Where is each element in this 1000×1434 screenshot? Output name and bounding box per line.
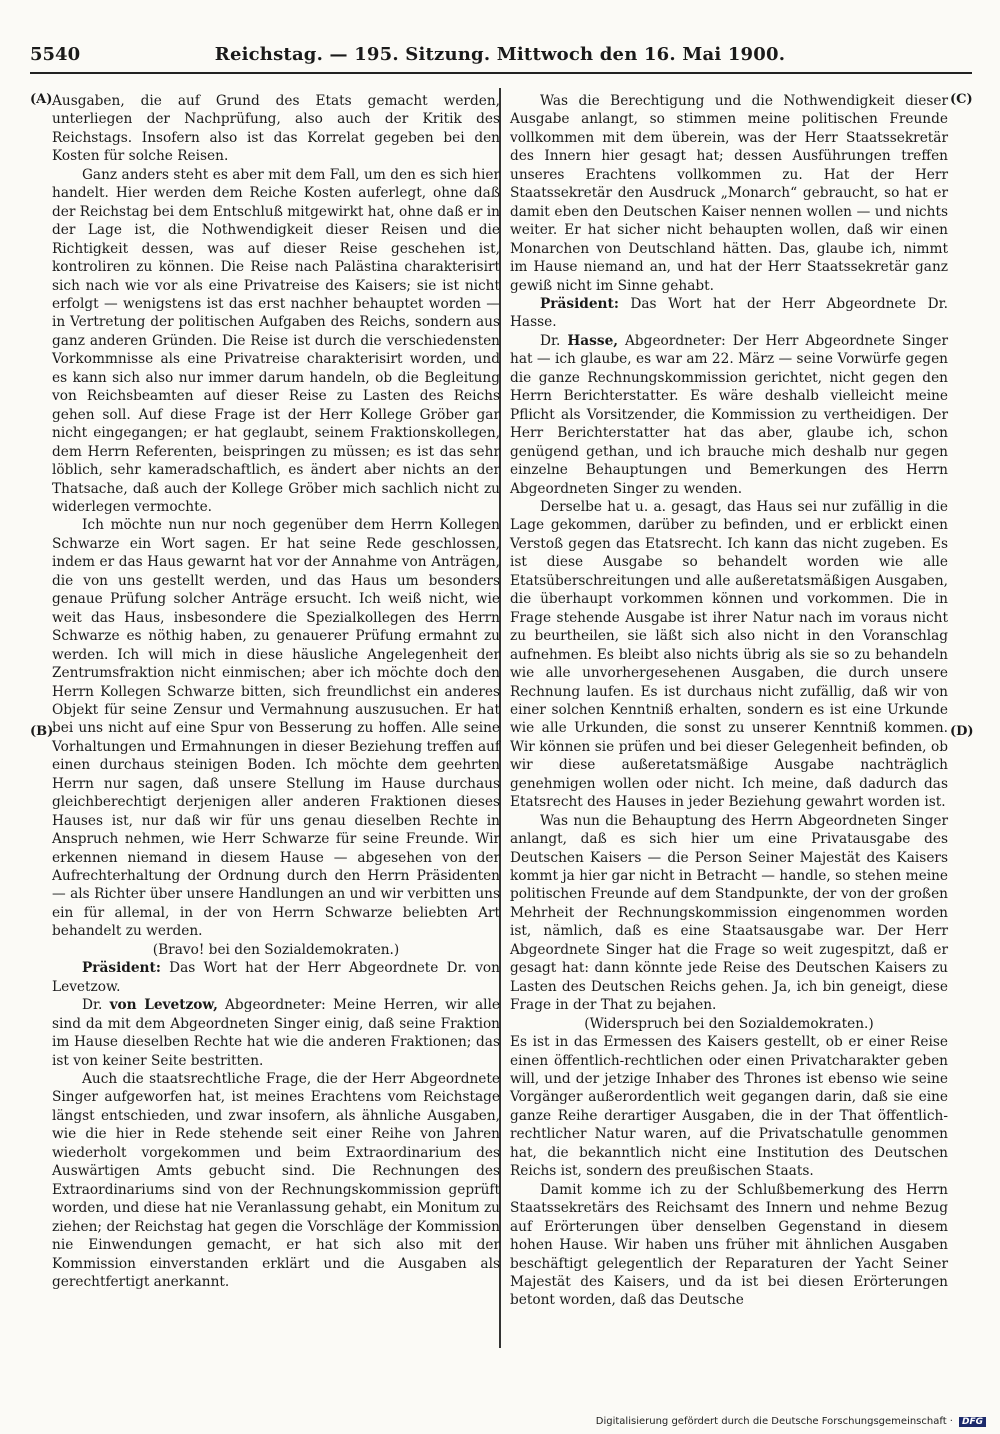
speaker-paragraph (52, 959, 500, 996)
paragraph: Ich möchte nun nur noch gegenüber dem Herrn Kollegen Schwarze ein Wort sagen. Er hat seine Rede geschlossen, indem er das Haus gewarnt hat vor der Annahme von Anträgen, die von uns gestellt werden, und das Haus um besonders genaue Prüfung solcher Anträge ersucht. Ich weiß nicht, wie weit das Haus, insbesondere die Spezialkollegen des Herrn Schwarze es nöthig haben, zu genauerer Prüfung ermahnt zu werden. Ich will mich in diese häusliche Angelegenheit der Zentrumsfraktion nicht einmischen; aber ich möchte doch den Herrn Kollegen Schwarze bitten, sich freundlichst ein anderes Objekt für seine Zensur und Vermahnung auszusuchen. Er hat bei uns nicht auf eine Spur von Besserung zu hoffen. Alle seine Vorhaltungen und Ermahnungen in dieser Beziehung treffen auf einen durchaus steinigen Boden. Ich möchte dem geehrten Herrn nur sagen, daß unsere Stellung im Hause durchaus gleichberechtigt derjenigen aller anderen Fraktionen dieses Hauses ist, nur daß wir für uns genau dieselben Rechte in Anspruch nehmen, wie Herr Schwarze für seine Freunde. Wir erkennen niemand in diesem Hause — abgesehen von der Aufrechterhaltung der Ordnung durch den Herrn Präsidenten — als Richter über unsere Handlungen an und wir verbitten uns ein für allemal, in der von Herrn Schwarze beliebten Art behandelt zu werden. (52, 517, 500, 940)
interjection: (Bravo! bei den Sozialdemokraten.) (152, 941, 400, 958)
right-text-column (510, 92, 948, 1310)
page-header (30, 44, 970, 72)
speaker-paragraph (510, 332, 948, 498)
speech-text: Das Wort hat der Herr Abgeordnete Dr. von Levetzow. (52, 960, 500, 995)
margin-marker-a: (A) (30, 92, 53, 107)
speaker-name: Präsident: (540, 295, 619, 312)
speech-text: Abgeordneter: Der Herr Abgeordnete Singer hat — ich glaube, es war am 22. März — seine Vorwürfe gegen die ganze Rechnungskommission gerichtet, nicht gegen den Herrn Berichterstatter. Es wäre deshalb vielleicht meine Pflicht als Vorsitzender, die Kommission zu vertheidigen. Der Herr Berichterstatter hat das aber, glaube ich, schon genügend gethan, und ich brauche mich deshalb nur gegen einzelne Behauptungen und Bemerkungen des Herrn Abgeordneten Singer zu wenden. (510, 332, 949, 497)
speaker-name: von Levetzow, (109, 997, 218, 1014)
speaker-title: Dr. (540, 332, 568, 349)
paragraph: Es ist in das Ermessen des Kaisers gestellt, ob er einer Reise einen öffentlich-rechtlichen oder einen Privatcharakter geben will, und der jetzige Inhaber des Thrones ist ebenso wie seine Vorgänger außerordentlich weit gegangen darin, daß sie eine ganze Reihe derartiger Ausgaben, die in der That öffentlich-rechtlicher Natur waren, auf die Privatschatulle genommen hat, die bekanntlich nicht eine Institution des Deutschen Reichs ist, sondern des preußischen Staats. (510, 1034, 948, 1180)
paragraph: Ausgaben, die auf Grund des Etats gemacht werden, unterliegen der Nachprüfung, also auch der Kritik des Reichstags. Insofern also ist das Korrelat gegeben bei den Kosten für solche Reisen. (52, 93, 500, 165)
footer-credit (596, 1416, 986, 1427)
interjection: (Widerspruch bei den Sozialdemokraten.) (584, 1015, 874, 1032)
margin-marker-b: (B) (30, 724, 54, 739)
left-text-column (52, 92, 500, 1291)
paragraph: Was die Berechtigung und die Nothwendigkeit dieser Ausgabe anlangt, so stimmen meine politischen Freunde vollkommen mit dem überein, was der Herr Staatssekretär des Innern hier gesagt hat; dessen Ausführungen treffen unseres Erachtens vollkommen zu. Hat der Herr Staatssekretär den Ausdruck „Monarch“ gebraucht, so hat er damit eben den Deutschen Kaiser nennen wollen — und nichts weiter. Er hat sicher nicht behaupten wollen, daß wir einen Monarchen von Deutschland hätten. Das, glaube ich, nimmt im Hause niemand an, und hat der Herr Staatssekretär ganz gewiß nicht im Sinne gehabt. (510, 93, 948, 294)
margin-marker-c: (C) (950, 92, 973, 107)
header-rule (30, 72, 972, 74)
dfg-logo: DFG (959, 1417, 986, 1427)
footer-text: Digitalisierung gefördert durch die Deutsche Forschungsgemeinschaft · (595, 1416, 953, 1427)
speech-text: Das Wort hat der Herr Abgeordnete Dr. Hasse. (510, 295, 948, 331)
paragraph: Derselbe hat u. a. gesagt, das Haus sei nur zufällig in die Lage gekommen, darüber zu befinden, und er erblickt einen Verstoß gegen das Etatsrecht. Ich kann das nicht zugeben. Es ist diese Ausgabe so behandelt worden wie alle Etatsüberschreitungen und alle außeretatsmäßigen Ausgaben, die überhaupt vorkommen können und vorkommen. Die in Frage stehende Ausgabe ist ihrer Natur nach im voraus nicht zu beurtheilen, sie läßt sich also nicht in den Voranschlag aufnehmen. Es bleibt also nichts übrig als sie so zu behandeln wie alle unvorhergesehenen Ausgaben, die durch unsere Rechnung laufen. Es ist durchaus nicht zufällig, daß wir von einer solchen Kenntniß erhalten, sondern es ist eine Urkunde wie alle Urkunden, die sonst zu unserer Kenntniß kommen. Wir können sie prüfen und bei dieser Gelegenheit befinden, ob wir diese außeretatsmäßige Ausgabe nachträglich genehmigen wollen oder nicht. Ich meine, daß dadurch das Etatsrecht des Hauses in jeder Beziehung gewahrt worden ist. (510, 498, 948, 811)
speaker-title: Dr. (82, 997, 110, 1014)
paragraph: Ganz anders steht es aber mit dem Fall, um den es sich hier handelt. Hier werden dem Reiche Kosten auferlegt, ohne daß der Reichstag bei dem Entschluß mitgewirkt hat, ohne daß er in der Lage ist, die Nothwendigkeit dieser Reisen und die Richtigkeit dessen, was auf dieser Reise geschehen ist, kontroliren zu können. Die Reise nach Palästina charakterisirt sich nach wie vor als eine Privatreise des Kaisers; sie ist nicht erfolgt — wenigstens ist das erst nachher behauptet worden — in Vertretung der politischen Aufgaben des Reichs, sondern aus ganz anderen Gründen. Die Reise ist durch die verschiedensten Vorkommnisse als eine Privatreise charakterisirt worden, und es kann sich also nur immer darum handeln, ob die Begleitung von Reichsbeamten auf dieser Reise zu Lasten des Reichs gehen soll. Auf diese Frage ist der Herr Kollege Gröber gar nicht eingegangen; er hat geglaubt, seinem Fraktionskollegen, dem Herrn Referenten, beispringen zu müssen; es ist das sehr löblich, sehr kameradschaftlich, es ändert aber nichts an der Thatsache, daß auch der Kollege Gröber mich sachlich nicht zu widerlegen vermochte. (52, 166, 500, 515)
paragraph: Damit komme ich zu der Schlußbemerkung des Herrn Staatssekretärs des Reichsamt des Innern und nehme Bezug auf Erörterungen über denselben Gegenstand in diesem hohen Hause. Wir haben uns früher mit ähnlichen Ausgaben beschäftigt gelegentlich der Reparaturen der Yacht Seiner Majestät des Kaisers, und da ist bei diesen Erörterungen betont worden, daß das Deutsche (510, 1181, 948, 1309)
paragraph: Auch die staatsrechtliche Frage, die der Herr Abgeordnete Singer aufgeworfen hat, ist meines Erachtens vom Reichstage längst entschieden, und zwar insofern, als ähnliche Ausgaben, wie die hier in Rede stehende seit einer Reihe von Jahren wiederholt vorgekommen und beim Extraordinarium des Auswärtigen Amts gebucht sind. Die Rechnungen des Extraordinariums sind von der Rechnungskommission geprüft worden, und diese hat nie Veranlassung gehabt, ein Monitum zu ziehen; der Reichstag hat gegen die Vorschläge der Kommission nie Einwendungen gemacht, er hat sich also mit der Kommission einverstanden erklärt und die Ausgaben als gerechtfertigt anerkannt. (52, 1071, 500, 1290)
speech-text: Abgeordneter: Meine Herren, wir alle sind da mit dem Abgeordneten Singer einig, daß seine Fraktion im Hause dieselben Rechte hat wie die anderen Fraktionen; das ist von keiner Seite bestritten. (52, 997, 500, 1069)
speaker-name: Hasse, (567, 332, 619, 349)
speaker-paragraph (52, 996, 500, 1070)
paragraph: Was nun die Behauptung des Herrn Abgeordneten Singer anlangt, daß es sich hier um eine Privatausgabe des Deutschen Kaisers — die Person Seiner Majestät des Kaisers kommt ja hier gar nicht in Betracht — handle, so stehen meine politischen Freunde auf dem Standpunkte, der von der großen Mehrheit der Rechnungskommission eingenommen worden ist, nämlich, daß es eine Staatsausgabe war. Der Herr Abgeordnete Singer hat die Frage so weit zugespitzt, daß er gesagt hat: dann könnte jede Reise des Deutschen Kaisers zu Lasten des Deutschen Reichs gehen. Ja, ich bin geneigt, diese Frage in der That zu bejahen. (510, 812, 948, 1014)
page-number: 5540 (30, 44, 81, 65)
margin-marker-d: (D) (950, 724, 974, 739)
speaker-paragraph (510, 295, 948, 332)
speaker-name: Präsident: (82, 960, 161, 977)
page-title: Reichstag. — 195. Sitzung. Mittwoch den 16. Mai 1900. (214, 44, 786, 65)
